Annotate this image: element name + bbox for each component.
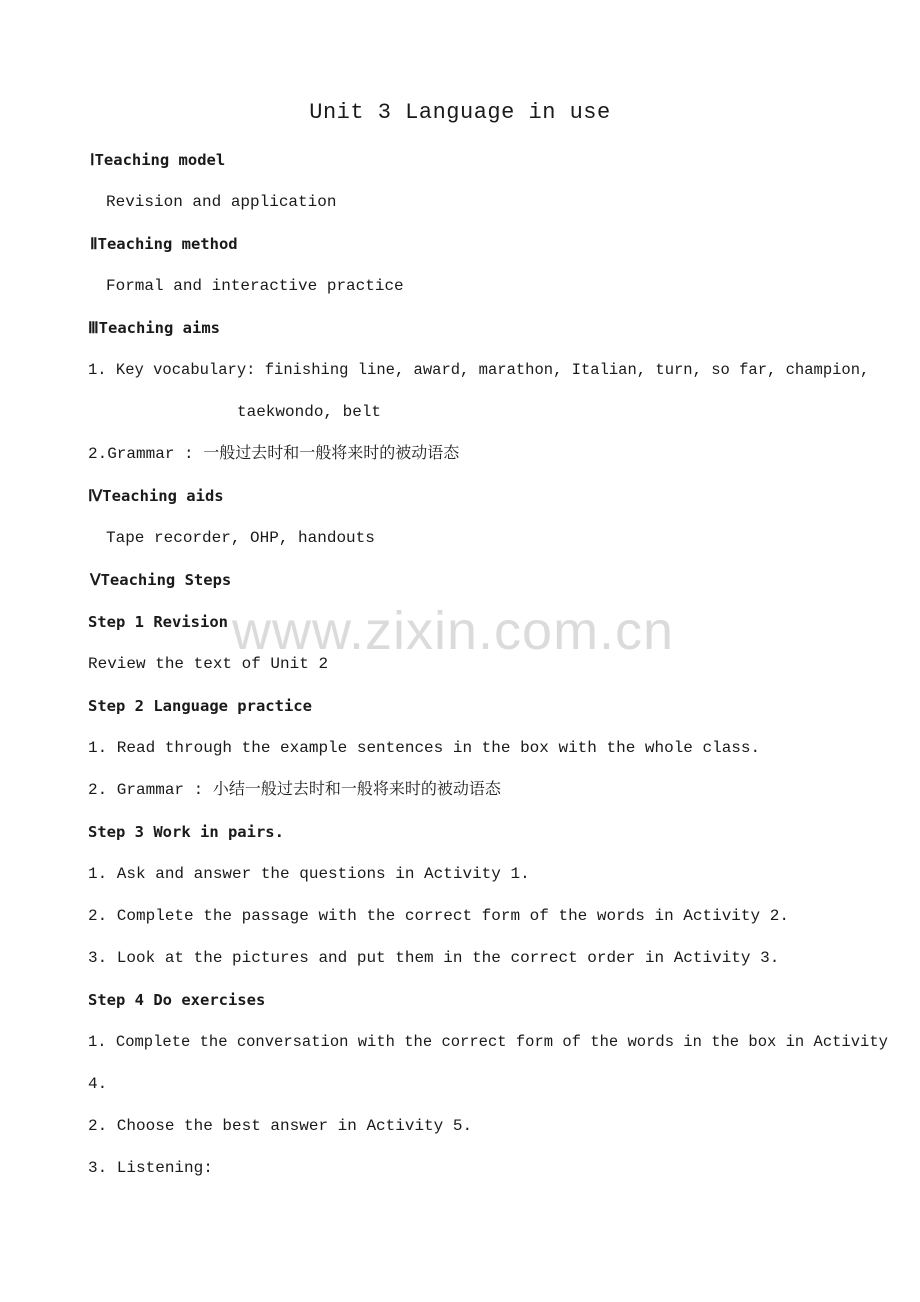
- section-heading-teaching-model: ⅠTeaching model: [90, 151, 226, 169]
- section-heading-teaching-steps: ⅤTeaching Steps: [90, 571, 232, 589]
- step1-text: Review the text of Unit 2: [88, 655, 329, 673]
- aims-vocabulary: 1. Key vocabulary: finishing line, award, marathon, Italian, turn, so far, champion,: [88, 361, 870, 379]
- step4-item-2: 2. Choose the best answer in Activity 5.: [88, 1117, 473, 1135]
- step3-heading: Step 3 Work in pairs.: [88, 823, 284, 841]
- step2-heading: Step 2 Language practice: [88, 697, 312, 715]
- step3-item-1: 1. Ask and answer the questions in Activity 1.: [88, 865, 530, 883]
- step4-item-3: 3. Listening:: [88, 1159, 213, 1177]
- step4-item-1: 1. Complete the conversation with the correct form of the words in the box in Activity: [88, 1033, 888, 1051]
- teaching-model-text: Revision and application: [106, 193, 337, 211]
- step2-item-1: 1. Read through the example sentences in the box with the whole class.: [88, 739, 761, 757]
- step3-item-2: 2. Complete the passage with the correct form of the words in Activity 2.: [88, 907, 789, 925]
- step4-heading: Step 4 Do exercises: [88, 991, 266, 1009]
- step3-item-3: 3. Look at the pictures and put them in the correct order in Activity 3.: [88, 949, 780, 967]
- aims-vocabulary-continued: taekwondo, belt: [237, 403, 382, 421]
- section-heading-teaching-method: ⅡTeaching method: [90, 235, 238, 253]
- aims-grammar: 2.Grammar : 一般过去时和一般将来时的被动语态: [88, 445, 460, 463]
- watermark-text: www.zixin.com.cn: [232, 601, 675, 661]
- section-heading-teaching-aids: ⅣTeaching aids: [88, 487, 224, 505]
- step2-item-2: 2. Grammar : 小结一般过去时和一般将来时的被动语态: [88, 781, 501, 799]
- step4-item-1-continued: 4.: [88, 1075, 108, 1093]
- teaching-aids-text: Tape recorder, OHP, handouts: [106, 529, 375, 547]
- teaching-method-text: Formal and interactive practice: [106, 277, 404, 295]
- step1-heading: Step 1 Revision: [88, 613, 228, 631]
- page-title: Unit 3 Language in use: [309, 100, 611, 125]
- section-heading-teaching-aims: ⅢTeaching aims: [88, 319, 220, 337]
